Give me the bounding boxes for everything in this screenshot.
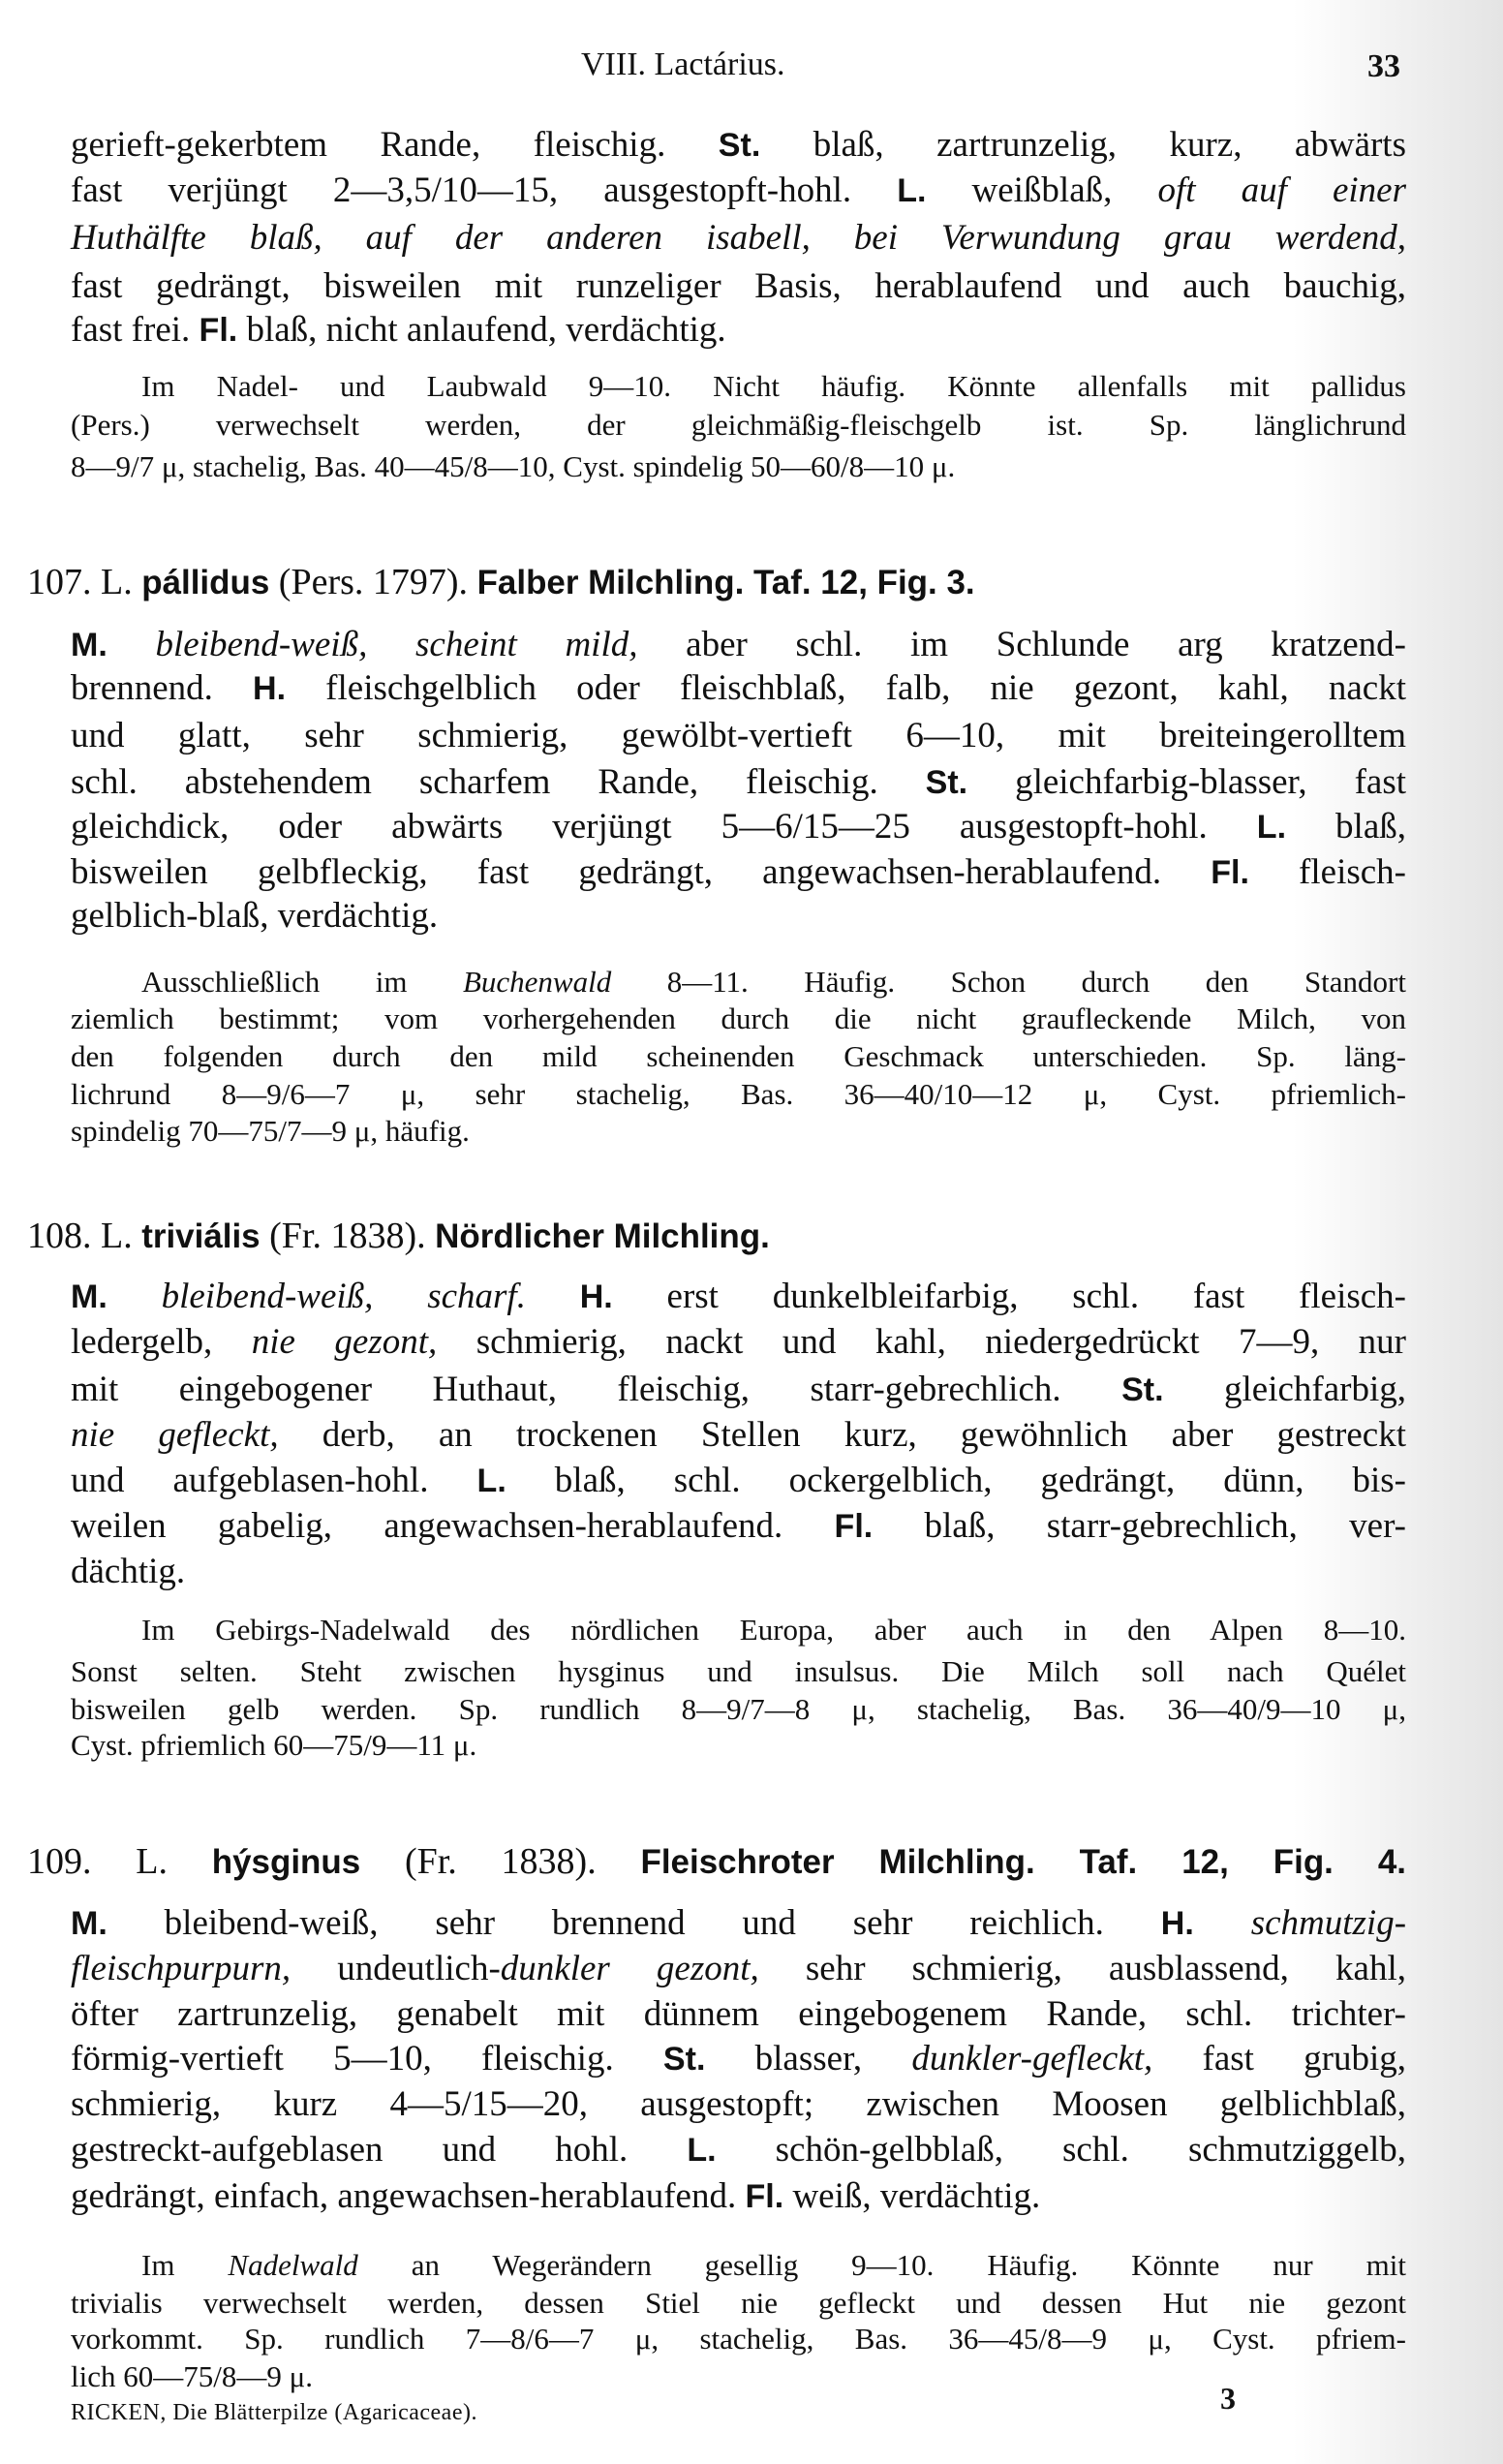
text-run: Sonst selten. Steht zwischen hysginus und insulsus. Die Milch soll nach Quélet xyxy=(71,1654,1406,1688)
text-run: trivialis verwechselt werden, dessen Stiel nie gefleckt und dessen Hut nie gezont xyxy=(71,2286,1406,2320)
text-line xyxy=(71,265,1406,308)
text-line xyxy=(71,1038,1406,1074)
text-run: (Fr. 1838). xyxy=(360,1841,641,1882)
text-line xyxy=(71,667,1406,710)
bold-run: Fl. xyxy=(834,1508,874,1545)
text-run: schön-gelbblaß, schl. schmutziggelb, xyxy=(716,2130,1406,2170)
species-heading xyxy=(27,1839,1406,1884)
text-run: fleisch- xyxy=(1248,852,1407,892)
text-line xyxy=(71,1414,1406,1457)
signature-mark: 3 xyxy=(1220,2381,1236,2416)
text-run xyxy=(526,1277,580,1316)
text-run: bisweilen gelbfleckig, fast gedrängt, angewachsen-herablaufend. xyxy=(71,852,1212,892)
text-line xyxy=(71,407,1406,443)
text-run: 109. L. xyxy=(27,1841,212,1882)
text-run: fleischgelblich oder fleischblaß, falb, nie gezont, kahl, nackt xyxy=(286,668,1406,708)
text-line xyxy=(71,2321,1406,2356)
text-run: bisweilen gelb werden. Sp. rundlich 8—9/7—8 μ, stachelig, Bas. 36—40/9—10 μ, xyxy=(71,1692,1406,1726)
species-heading xyxy=(27,1214,1301,1258)
text-line xyxy=(141,964,1406,1000)
text-run: gestreckt-aufgeblasen und hohl. xyxy=(71,2130,688,2170)
bold-run: triviális xyxy=(141,1217,261,1255)
italic-run: dunkler-gefleckt, xyxy=(911,2039,1153,2079)
italic-run: nie gefleckt, xyxy=(71,1415,279,1455)
text-run: den folgenden durch den mild scheinenden Geschmack unterschieden. Sp. läng- xyxy=(71,1039,1406,1073)
text-run: öfter zartrunzelig, genabelt mit dünnem eingebogenem Rande, schl. trichter- xyxy=(71,1994,1406,2034)
text-run: Ausschließlich im xyxy=(141,965,463,999)
text-run: schmierig, nackt und kahl, niedergedrückt 7—9, nur xyxy=(437,1322,1407,1362)
text-run: brennend. xyxy=(71,668,254,708)
text-line xyxy=(71,1505,1406,1548)
text-line xyxy=(71,624,1406,666)
text-run: undeutlich- xyxy=(291,1949,501,1988)
text-run: sehr schmierig, ausblassend, kahl, xyxy=(758,1949,1407,1988)
text-run: blaß, xyxy=(1286,807,1407,847)
italic-run: bleibend-weiß, scheint mild, xyxy=(155,625,638,664)
bold-run: M. xyxy=(71,1905,107,1942)
text-line xyxy=(71,2285,1406,2321)
bold-run: Taf. 12, Fig. 4. xyxy=(1034,1843,1407,1881)
text-run: an Wegerändern gesellig 9—10. Häufig. Könnte nur mit xyxy=(357,2248,1407,2282)
text-run: (Fr. 1838). xyxy=(260,1216,436,1256)
text-run xyxy=(107,1277,162,1316)
text-run: mit eingebogener Huthaut, fleischig, starr-gebrechlich. xyxy=(71,1370,1122,1409)
text-line xyxy=(71,2038,1406,2080)
text-run: Cyst. pfriemlich 60—75/9—11 μ. xyxy=(71,1728,477,1762)
italic-run: dunkler gezont, xyxy=(500,1949,759,1988)
text-run: spindelig 70—75/7—9 μ, häufig. xyxy=(71,1114,470,1148)
text-run: 8—11. Häufig. Schon durch den Standort xyxy=(611,965,1406,999)
text-run: blaß, starr-gebrechlich, ver- xyxy=(873,1506,1406,1546)
text-run: 108. L. xyxy=(27,1216,142,1256)
bold-run: Falber Milchling. xyxy=(476,564,745,601)
text-line xyxy=(71,715,1406,757)
italic-run: Huthälfte blaß, auf der anderen isabell, bei Verwundung grau werdend, xyxy=(71,218,1406,258)
text-run: fast verjüngt 2—3,5/10—15, ausgestopft-hohl. xyxy=(71,170,898,210)
species-heading xyxy=(27,560,1301,604)
text-run: blasser, xyxy=(705,2039,912,2079)
text-run xyxy=(1194,1903,1251,1943)
text-line xyxy=(71,124,1406,167)
bold-run: Fl. xyxy=(1211,854,1249,891)
bold-run: L. xyxy=(897,172,927,209)
bold-run: H. xyxy=(1160,1905,1194,1942)
text-line xyxy=(71,895,1406,938)
text-run: vorkommt. Sp. rundlich 7—8/6—7 μ, stachelig, Bas. 36—45/8—9 μ, Cyst. pfriem- xyxy=(71,2322,1406,2356)
italic-run: oft auf einer xyxy=(1157,170,1406,210)
text-run: 107. L. xyxy=(27,562,142,602)
text-run: ziemlich bestimmt; vom vorhergehenden durch die nicht graufleckende Milch, von xyxy=(71,1001,1406,1035)
bold-run: St. xyxy=(718,127,761,164)
text-run: Im Nadel- und Laubwald 9—10. Nicht häufig. Könnte allenfalls mit pallidus xyxy=(141,369,1406,403)
text-line xyxy=(71,1653,1406,1689)
italic-run: fleischpurpurn, xyxy=(71,1949,291,1988)
bold-run: Taf. 12, Fig. 3. xyxy=(744,564,975,601)
footer-imprint: RICKEN, Die Blätterpilze (Agaricaceae). xyxy=(71,2400,477,2425)
page-number: 33 xyxy=(1367,48,1400,84)
text-run: bleibend-weiß, sehr brennend und sehr reichlich. xyxy=(107,1903,1161,1943)
bold-run: Fleischroter Milchling. xyxy=(640,1843,1035,1881)
text-run: und aufgeblasen-hohl. xyxy=(71,1461,477,1500)
text-run: lichrund 8—9/6—7 μ, sehr stachelig, Bas. 36—40/10—12 μ, Cyst. pfriemlich- xyxy=(71,1077,1406,1111)
text-line xyxy=(71,1076,1406,1112)
text-run: derb, an trockenen Stellen kurz, gewöhnlich aber gestreckt xyxy=(278,1415,1406,1455)
text-run: schmierig, kurz 4—5/15—20, ausgestopft; zwischen Moosen gelblichblaß, xyxy=(71,2084,1406,2124)
text-run: fast grubig, xyxy=(1152,2039,1406,2079)
text-line xyxy=(71,1948,1406,1990)
bold-run: L. xyxy=(1256,809,1287,846)
text-run: Im xyxy=(141,2248,229,2282)
text-run: gleichfarbig, xyxy=(1163,1370,1406,1409)
bold-run: St. xyxy=(1121,1371,1164,1408)
text-run: gedrängt, einfach, angewachsen-herablaufend. xyxy=(71,2176,746,2216)
bold-run: pállidus xyxy=(141,564,270,601)
text-run: Im Gebirgs-Nadelwald des nördlichen Europa, aber auch in den Alpen 8—10. xyxy=(141,1613,1406,1647)
text-run: blaß, nicht anlaufend, verdächtig. xyxy=(237,310,726,350)
text-line xyxy=(71,309,1406,352)
text-line xyxy=(71,806,1406,848)
text-run: (Pers.) verwechselt werden, der gleichmäßig-fleischgelb ist. Sp. länglichrund xyxy=(71,408,1406,442)
text-run: gleichdick, oder abwärts verjüngt 5—6/15—25 ausgestopft-hohl. xyxy=(71,807,1257,847)
bold-run: M. xyxy=(71,1278,107,1315)
text-line xyxy=(71,2129,1406,2171)
text-line xyxy=(71,2358,1406,2394)
italic-run: Buchenwald xyxy=(462,965,612,999)
text-line xyxy=(71,1691,1406,1727)
text-line xyxy=(71,1993,1406,2036)
text-run: weißblaß, xyxy=(926,170,1158,210)
text-line xyxy=(71,1551,1406,1593)
italic-run: nie gezont, xyxy=(251,1322,438,1362)
text-run: weiß, verdächtig. xyxy=(783,2176,1041,2216)
text-run: lich 60—75/8—9 μ. xyxy=(71,2359,313,2393)
text-line xyxy=(71,448,1406,484)
text-line xyxy=(71,1276,1406,1318)
text-line xyxy=(71,1113,1406,1149)
text-run: aber schl. im Schlunde arg kratzend- xyxy=(637,625,1407,664)
text-run: 8—9/7 μ, stachelig, Bas. 40—45/8—10, Cyst. spindelig 50—60/8—10 μ. xyxy=(71,449,956,483)
italic-run: schmutzig- xyxy=(1250,1903,1407,1943)
text-run: blaß, zartrunzelig, kurz, abwärts xyxy=(760,125,1406,165)
text-line xyxy=(71,1321,1406,1364)
text-run: ledergelb, xyxy=(71,1322,252,1362)
text-run: fast frei. xyxy=(71,310,199,350)
text-line xyxy=(71,169,1406,212)
text-run: fast gedrängt, bisweilen mit runzeliger Basis, herablaufend und auch bauchig, xyxy=(71,266,1406,306)
text-line xyxy=(71,1460,1406,1502)
italic-run: Nadelwald xyxy=(228,2248,358,2282)
text-line xyxy=(71,1001,1406,1036)
text-run: schl. abstehendem scharfem Rande, fleischig. xyxy=(71,762,926,802)
text-run xyxy=(107,625,156,664)
text-run: blaß, schl. ockergelblich, gedrängt, dünn, bis- xyxy=(506,1461,1406,1500)
text-line xyxy=(71,1369,1406,1411)
text-run: gleichfarbig-blasser, fast xyxy=(967,762,1406,802)
running-title: VIII. Lactárius. xyxy=(581,46,785,82)
text-line xyxy=(141,1612,1406,1648)
text-line xyxy=(141,368,1406,404)
text-line xyxy=(71,1727,1406,1763)
bold-run: Fl. xyxy=(199,312,238,349)
bold-run: Nördlicher Milchling. xyxy=(435,1217,770,1255)
text-line xyxy=(71,2175,1406,2218)
bold-run: Fl. xyxy=(745,2178,784,2215)
text-run: förmig-vertieft 5—10, fleischig. xyxy=(71,2039,663,2079)
text-run: gerieft-gekerbtem Rande, fleischig. xyxy=(71,125,719,165)
bold-run: H. xyxy=(253,670,287,707)
text-line xyxy=(71,1902,1406,1945)
bold-run: L. xyxy=(687,2132,717,2169)
text-run: dächtig. xyxy=(71,1552,186,1591)
text-line xyxy=(141,2247,1406,2283)
bold-run: St. xyxy=(925,764,968,801)
text-line xyxy=(71,761,1406,804)
text-line xyxy=(71,2083,1406,2126)
text-line xyxy=(71,217,1406,260)
text-run: gelblich-blaß, verdächtig. xyxy=(71,896,439,936)
bold-run: M. xyxy=(71,627,107,663)
text-run: erst dunkelbleifarbig, schl. fast fleisch- xyxy=(612,1277,1406,1316)
text-run: (Pers. 1797). xyxy=(269,562,477,602)
bold-run: L. xyxy=(476,1463,506,1499)
bold-run: St. xyxy=(662,2041,706,2078)
italic-run: bleibend-weiß, scharf. xyxy=(161,1277,526,1316)
bold-run: H. xyxy=(579,1278,613,1315)
bold-run: hýsginus xyxy=(211,1843,361,1881)
text-run: und glatt, sehr schmierig, gewölbt-vertieft 6—10, mit breiteingerolltem xyxy=(71,716,1406,755)
text-run: weilen gabelig, angewachsen-herablaufend. xyxy=(71,1506,835,1546)
text-line xyxy=(71,851,1406,894)
